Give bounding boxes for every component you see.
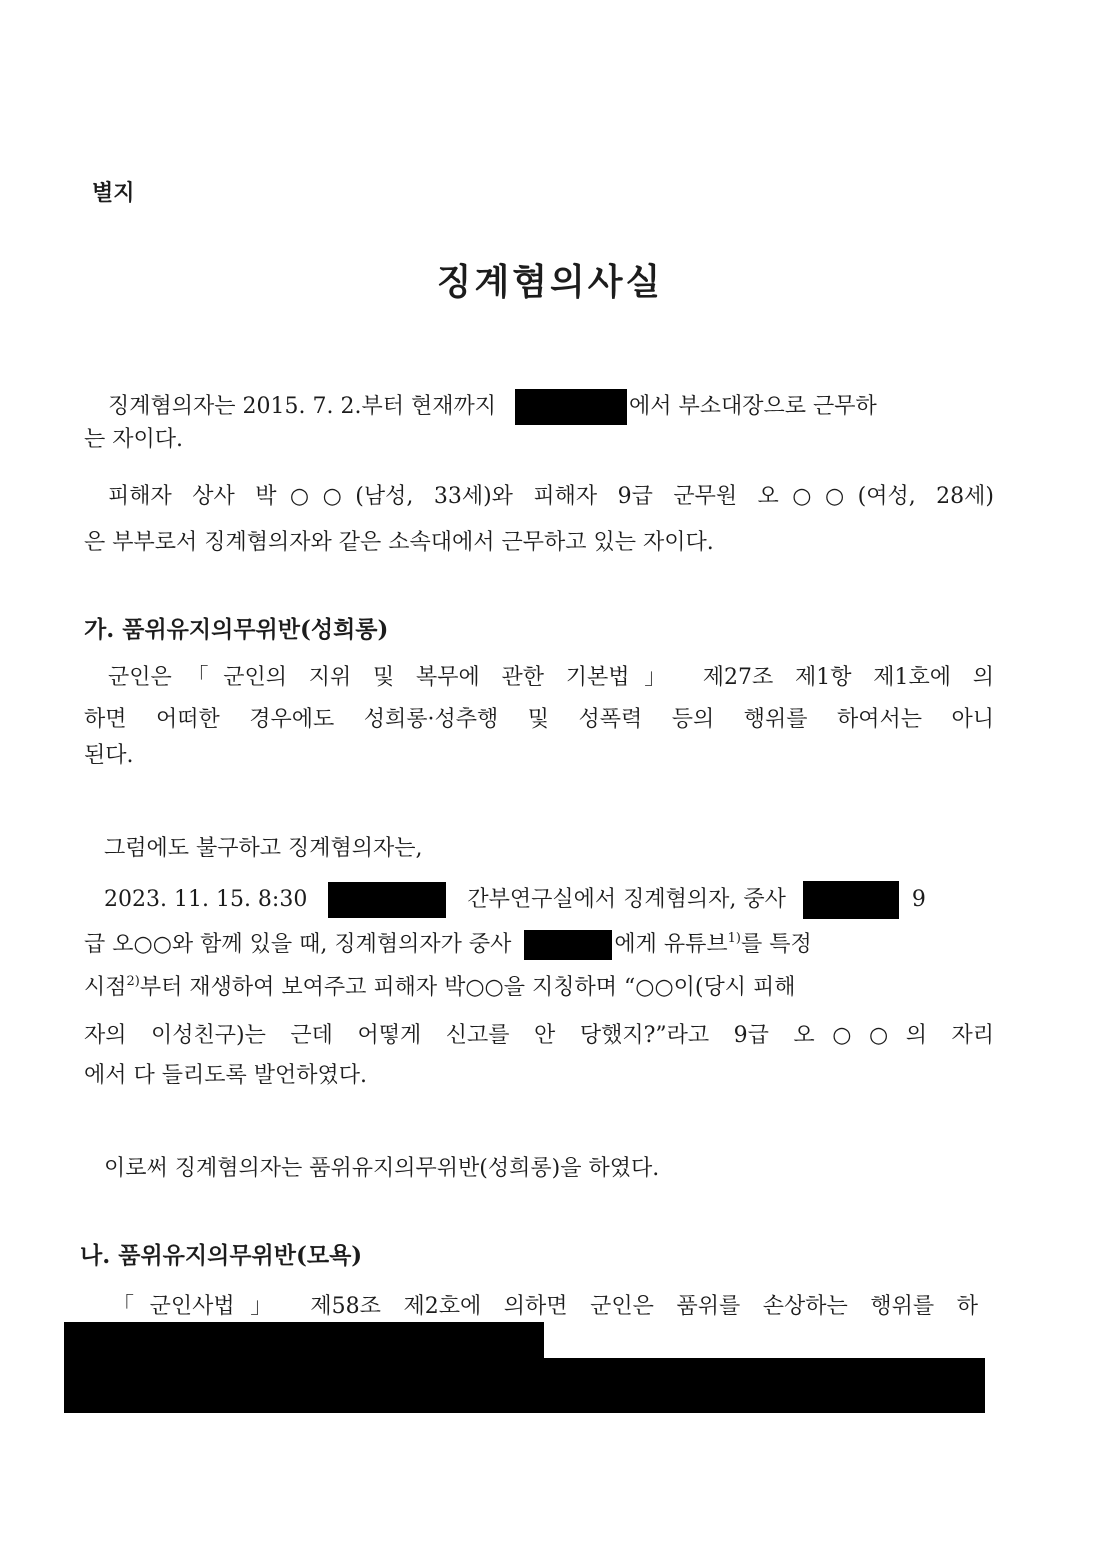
intro-text-1b: 에서 부소대장으로 근무하 [628,394,877,419]
section-ga-line-8: 자의 이성친구)는 근데 어떻게 신고를 안 당했지?”라고 9급 오○○의 자리 [84,1023,994,1048]
section-ga-text-5c: 9 [911,887,926,912]
redaction-block [64,1358,985,1413]
section-ga-text-6a: 급 오○○와 함께 있을 때, 징계혐의자가 중사 [84,932,512,957]
section-na-line-1: 「군인사법」 제58조 제2호에 의하면 군인은 품위를 손상하는 행위를 하 [112,1294,978,1319]
redaction-block [64,1322,544,1362]
incident-datetime: 2023. 11. 15. 8:30 [104,887,308,912]
section-ga-line-3: 된다. [84,743,134,768]
attachment-label: 별지 [92,180,135,206]
section-ga-line-2: 하면 어떠한 경우에도 성희롱·성추행 및 성폭력 등의 행위를 하여서는 아니 [84,707,994,732]
section-ga-line-6 [84,930,812,960]
intro-line-3: 피해자 상사 박○○(남성, 33세)와 피해자 9급 군무원 오○○(여성, 28세) [108,484,994,509]
footnote-ref-2: 2) [126,974,140,989]
intro-line-2: 는 자이다. [84,427,183,452]
redaction-box [515,389,627,425]
section-ga-conclusion: 이로써 징계혐의자는 품위유지의무위반(성희롱)을 하였다. [104,1156,660,1181]
document-title: 징계혐의사실 [436,261,664,303]
section-ga-text-6b: 에게 유튜브 [614,932,728,957]
intro-line-4: 은 부부로서 징계혐의자와 같은 소속대에서 근무하고 있는 자이다. [84,530,714,555]
intro-line-1 [108,389,994,425]
intro-text-1a: 징계혐의자는 2015. 7. 2.부터 현재까지 [108,394,496,419]
section-ga-line-5 [104,881,926,919]
section-heading-na: 나. 품위유지의무위반(모욕) [80,1242,363,1269]
section-ga-text-7a: 시점 [84,975,127,1000]
redaction-box [328,882,446,918]
section-ga-text-7b: 부터 재생하여 보여주고 피해자 박○○을 지칭하며 “○○이(당시 피해 [139,975,796,1000]
section-ga-text-5b: 간부연구실에서 징계혐의자, 중사 [467,887,786,912]
footnote-ref-1: 1) [727,931,741,946]
redaction-box [524,930,612,960]
section-heading-ga: 가. 품위유지의무위반(성희롱) [84,616,389,643]
section-ga-line-4: 그럼에도 불구하고 징계혐의자는, [104,836,423,861]
section-ga-text-6c: 를 특정 [741,932,812,957]
redaction-box [803,881,899,919]
section-ga-line-7 [84,973,795,1003]
section-ga-line-9: 에서 다 들리도록 발언하였다. [84,1063,367,1088]
section-ga-line-1: 군인은「군인의 지위 및 복무에 관한 기본법」 제27조 제1항 제1호에 의 [108,665,994,690]
